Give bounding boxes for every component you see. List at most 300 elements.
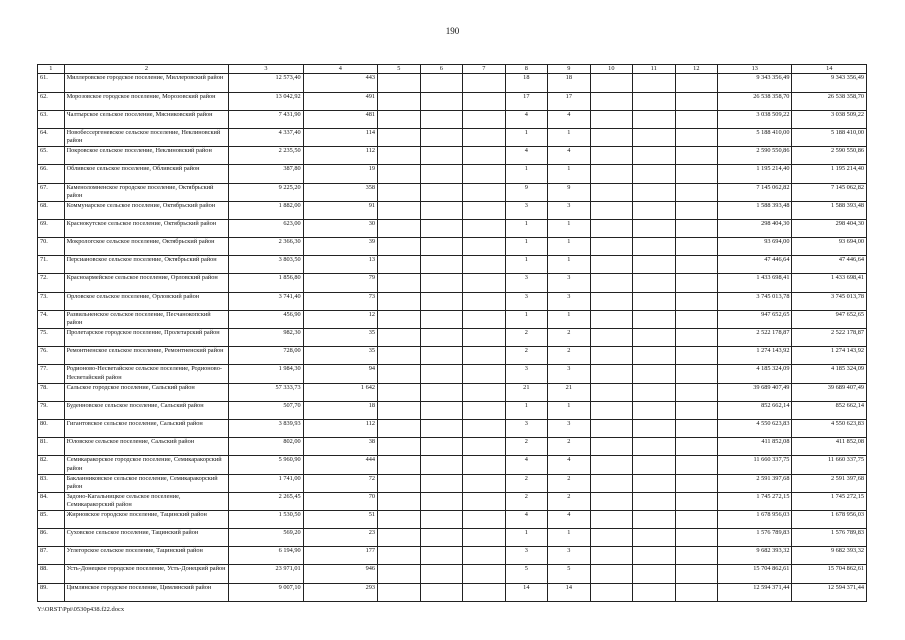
- table-cell: [463, 110, 506, 128]
- table-row: [38, 329, 867, 347]
- column-number: 4: [303, 65, 377, 74]
- table-cell: [675, 419, 718, 437]
- table-cell: [590, 529, 633, 547]
- table-cell: [420, 74, 463, 92]
- table-cell: [633, 474, 676, 492]
- municipality-name: Суховское сельское поселение, Тацинский район: [64, 529, 229, 547]
- table-cell: 2: [548, 347, 591, 365]
- row-number: 73.: [38, 292, 65, 310]
- table-cell: 1 642: [303, 383, 377, 401]
- table-cell: 13 042,92: [229, 92, 303, 110]
- table-cell: [378, 583, 421, 601]
- table-cell: 1: [548, 310, 591, 328]
- table-cell: [675, 583, 718, 601]
- table-row: [38, 74, 867, 92]
- table-cell: 3: [505, 419, 548, 437]
- table-cell: [420, 347, 463, 365]
- municipality-name: Миллеровское городское поселение, Миллеровский район: [64, 74, 229, 92]
- table-cell: 5 188 410,00: [792, 128, 867, 146]
- table-cell: [633, 419, 676, 437]
- table-cell: [420, 256, 463, 274]
- table-cell: [378, 183, 421, 201]
- table-cell: 2: [548, 474, 591, 492]
- table-cell: [633, 310, 676, 328]
- table-cell: 3: [505, 547, 548, 565]
- table-cell: [420, 419, 463, 437]
- table-cell: [590, 128, 633, 146]
- table-cell: [590, 74, 633, 92]
- table-cell: 293: [303, 583, 377, 601]
- table-cell: [590, 329, 633, 347]
- table-cell: 93 694,00: [718, 238, 792, 256]
- table-cell: 2 590 550,86: [718, 147, 792, 165]
- table-cell: [590, 456, 633, 474]
- table-cell: 1: [548, 128, 591, 146]
- row-number: 82.: [38, 456, 65, 474]
- table-cell: 9 343 356,49: [718, 74, 792, 92]
- table-cell: [633, 74, 676, 92]
- row-number: 64.: [38, 128, 65, 146]
- table-header-row: [38, 65, 867, 74]
- table-cell: [420, 147, 463, 165]
- table-cell: [633, 329, 676, 347]
- row-number: 66.: [38, 165, 65, 183]
- table-cell: [420, 219, 463, 237]
- table-cell: [590, 292, 633, 310]
- table-cell: [463, 74, 506, 92]
- municipality-name: Персиановское сельское поселение, Октябрьский район: [64, 256, 229, 274]
- table-cell: [378, 238, 421, 256]
- table-row: [38, 201, 867, 219]
- table-cell: 852 662,14: [718, 401, 792, 419]
- table-cell: 57 333,73: [229, 383, 303, 401]
- row-number: 89.: [38, 583, 65, 601]
- table-cell: 73: [303, 292, 377, 310]
- table-cell: 1: [505, 238, 548, 256]
- table-cell: 358: [303, 183, 377, 201]
- table-cell: 4: [505, 510, 548, 528]
- table-cell: 5: [548, 565, 591, 583]
- table-cell: [590, 365, 633, 383]
- table-cell: 802,00: [229, 438, 303, 456]
- row-number: 78.: [38, 383, 65, 401]
- table-cell: [378, 365, 421, 383]
- table-cell: [463, 419, 506, 437]
- row-number: 84.: [38, 492, 65, 510]
- table-cell: 39: [303, 238, 377, 256]
- municipality-name: Обливское сельское поселение, Обливский район: [64, 165, 229, 183]
- table-cell: 2 590 550,86: [792, 147, 867, 165]
- table-cell: [675, 147, 718, 165]
- table-cell: [675, 201, 718, 219]
- column-number: 11: [633, 65, 676, 74]
- table-cell: 3 839,93: [229, 419, 303, 437]
- table-cell: [420, 529, 463, 547]
- table-cell: 1: [505, 310, 548, 328]
- row-number: 72.: [38, 274, 65, 292]
- table-cell: 298 404,30: [718, 219, 792, 237]
- table-cell: 2 591 397,68: [792, 474, 867, 492]
- table-cell: [633, 128, 676, 146]
- municipality-name: Родионово-Несветайское сельское поселение, Родионово-Несветайский район: [64, 365, 229, 383]
- table-cell: [590, 219, 633, 237]
- row-number: 69.: [38, 219, 65, 237]
- table-cell: 443: [303, 74, 377, 92]
- table-cell: 47 446,64: [792, 256, 867, 274]
- table-row: [38, 419, 867, 437]
- table-cell: [378, 438, 421, 456]
- table-cell: [420, 165, 463, 183]
- table-cell: 4: [505, 456, 548, 474]
- table-cell: [463, 256, 506, 274]
- table-cell: [378, 128, 421, 146]
- table-cell: 18: [505, 74, 548, 92]
- table-cell: [675, 256, 718, 274]
- table-cell: 30: [303, 219, 377, 237]
- table-cell: 13: [303, 256, 377, 274]
- table-row: [38, 238, 867, 256]
- table-cell: [463, 510, 506, 528]
- table-cell: 1 433 698,41: [792, 274, 867, 292]
- row-number: 74.: [38, 310, 65, 328]
- table-cell: [633, 147, 676, 165]
- table-cell: [378, 165, 421, 183]
- table-cell: 17: [505, 92, 548, 110]
- table-cell: 728,00: [229, 347, 303, 365]
- table-cell: 93 694,00: [792, 238, 867, 256]
- table-cell: [633, 438, 676, 456]
- table-cell: [633, 201, 676, 219]
- table-cell: [633, 492, 676, 510]
- table-cell: 3 745 013,78: [718, 292, 792, 310]
- table-cell: 1: [548, 219, 591, 237]
- column-number: 13: [718, 65, 792, 74]
- table-cell: [420, 292, 463, 310]
- table-cell: 70: [303, 492, 377, 510]
- table-cell: 23 971,01: [229, 565, 303, 583]
- table-cell: [633, 365, 676, 383]
- municipality-name: Бакланниковское сельское поселение, Семикаракорский район: [64, 474, 229, 492]
- municipality-name: Мокрологское сельское поселение, Октябрьский район: [64, 238, 229, 256]
- table-cell: 1 745 272,15: [792, 492, 867, 510]
- table-cell: [378, 274, 421, 292]
- row-number: 85.: [38, 510, 65, 528]
- table-cell: [463, 147, 506, 165]
- table-cell: [590, 147, 633, 165]
- table-cell: 1: [505, 219, 548, 237]
- table-cell: [463, 201, 506, 219]
- table-cell: [675, 547, 718, 565]
- table-cell: 3 038 509,22: [718, 110, 792, 128]
- municipality-name: Новобессергеневское сельское поселение, Неклиновский район: [64, 128, 229, 146]
- table-cell: 5: [505, 565, 548, 583]
- table-cell: [590, 347, 633, 365]
- table-cell: 1: [548, 238, 591, 256]
- table-row: [38, 128, 867, 146]
- table-cell: 4: [548, 147, 591, 165]
- table-cell: 4 185 324,09: [792, 365, 867, 383]
- row-number: 71.: [38, 256, 65, 274]
- table-cell: 3: [548, 274, 591, 292]
- column-number: 12: [675, 65, 718, 74]
- municipality-name: Семикаракорское городское поселение, Семикаракорский район: [64, 456, 229, 474]
- table-cell: 9: [505, 183, 548, 201]
- table-cell: [463, 92, 506, 110]
- table-cell: [633, 183, 676, 201]
- table-cell: 1 274 143,92: [792, 347, 867, 365]
- table-cell: 1 745 272,15: [718, 492, 792, 510]
- table-cell: [463, 547, 506, 565]
- table-cell: [420, 110, 463, 128]
- table-cell: 94: [303, 365, 377, 383]
- municipality-name: Красноармейское сельское поселение, Орловский район: [64, 274, 229, 292]
- table-cell: [378, 529, 421, 547]
- table-cell: 39 689 407,49: [792, 383, 867, 401]
- table-cell: [463, 438, 506, 456]
- row-number: 63.: [38, 110, 65, 128]
- table-cell: [633, 510, 676, 528]
- table-cell: 177: [303, 547, 377, 565]
- table-cell: 3: [548, 201, 591, 219]
- table-cell: 2: [548, 329, 591, 347]
- table-cell: 1 984,30: [229, 365, 303, 383]
- table-cell: [463, 329, 506, 347]
- table-cell: [463, 583, 506, 601]
- table-cell: 9: [548, 183, 591, 201]
- table-cell: [590, 92, 633, 110]
- table-cell: 4: [548, 110, 591, 128]
- table-cell: 12: [303, 310, 377, 328]
- table-cell: [590, 419, 633, 437]
- table-cell: 444: [303, 456, 377, 474]
- column-number: 8: [505, 65, 548, 74]
- table-cell: [463, 365, 506, 383]
- table-cell: 1 195 214,40: [718, 165, 792, 183]
- table-cell: [378, 92, 421, 110]
- table-cell: [378, 201, 421, 219]
- table-cell: [675, 565, 718, 583]
- municipality-name: Буденновское сельское поселение, Сальский район: [64, 401, 229, 419]
- table-cell: [378, 74, 421, 92]
- table-cell: 1 856,80: [229, 274, 303, 292]
- table-cell: 947 652,65: [792, 310, 867, 328]
- table-cell: 1 576 789,83: [792, 529, 867, 547]
- table-cell: 298 404,30: [792, 219, 867, 237]
- table-cell: [590, 474, 633, 492]
- table-row: [38, 365, 867, 383]
- table-cell: [590, 183, 633, 201]
- table-cell: [675, 92, 718, 110]
- table-cell: [420, 274, 463, 292]
- table-cell: [463, 219, 506, 237]
- table-row: [38, 401, 867, 419]
- table-cell: [675, 401, 718, 419]
- table-cell: [675, 183, 718, 201]
- table-cell: [633, 292, 676, 310]
- table-cell: 1: [548, 165, 591, 183]
- table-cell: [633, 547, 676, 565]
- table-cell: [378, 383, 421, 401]
- table-cell: 3: [548, 365, 591, 383]
- table-cell: [420, 128, 463, 146]
- table-cell: [633, 238, 676, 256]
- table-cell: 7 145 062,82: [792, 183, 867, 201]
- table-cell: 852 662,14: [792, 401, 867, 419]
- table-cell: [378, 401, 421, 419]
- table-cell: 3: [548, 547, 591, 565]
- table-cell: [633, 110, 676, 128]
- table-cell: 1: [548, 256, 591, 274]
- table-cell: [633, 565, 676, 583]
- table-cell: [463, 401, 506, 419]
- column-number: 6: [420, 65, 463, 74]
- table-cell: 19: [303, 165, 377, 183]
- municipality-name: Сальское городское поселение, Сальский район: [64, 383, 229, 401]
- row-number: 79.: [38, 401, 65, 419]
- table-cell: [633, 274, 676, 292]
- row-number: 67.: [38, 183, 65, 201]
- table-cell: 3: [505, 292, 548, 310]
- table-cell: 507,70: [229, 401, 303, 419]
- row-number: 86.: [38, 529, 65, 547]
- table-cell: [420, 438, 463, 456]
- table-cell: [378, 310, 421, 328]
- table-cell: [420, 583, 463, 601]
- municipality-name: Развильненское сельское поселение, Песчанокопский район: [64, 310, 229, 328]
- table-cell: [675, 474, 718, 492]
- table-cell: [675, 456, 718, 474]
- table-cell: [590, 583, 633, 601]
- table-cell: [633, 256, 676, 274]
- table-cell: [463, 274, 506, 292]
- row-number: 81.: [38, 438, 65, 456]
- table-row: [38, 147, 867, 165]
- municipality-name: Усть-Донецкое городское поселение, Усть-Донецкий район: [64, 565, 229, 583]
- row-number: 83.: [38, 474, 65, 492]
- table-cell: 6 194,90: [229, 547, 303, 565]
- table-cell: 1: [505, 128, 548, 146]
- table-cell: 21: [548, 383, 591, 401]
- table-cell: 11 660 337,75: [792, 456, 867, 474]
- table-cell: [675, 110, 718, 128]
- table-cell: 26 538 358,70: [792, 92, 867, 110]
- table-cell: 91: [303, 201, 377, 219]
- table-cell: 21: [505, 383, 548, 401]
- table-cell: [675, 383, 718, 401]
- column-number: 2: [64, 65, 229, 74]
- table-cell: [420, 383, 463, 401]
- row-number: 76.: [38, 347, 65, 365]
- table-cell: [463, 474, 506, 492]
- table-cell: 2: [505, 492, 548, 510]
- table-cell: 18: [303, 401, 377, 419]
- table-cell: 2: [505, 474, 548, 492]
- municipality-name: Пролетарское городское поселение, Пролетарский район: [64, 329, 229, 347]
- table-cell: [420, 310, 463, 328]
- table-row: [38, 474, 867, 492]
- table-cell: [463, 565, 506, 583]
- table-cell: 15 704 862,61: [792, 565, 867, 583]
- table-row: [38, 547, 867, 565]
- table-cell: 569,20: [229, 529, 303, 547]
- table-cell: [675, 329, 718, 347]
- table-cell: [633, 383, 676, 401]
- table-cell: 4: [505, 147, 548, 165]
- table-cell: 7 431,90: [229, 110, 303, 128]
- table-cell: 12 594 371,44: [718, 583, 792, 601]
- table-row: [38, 219, 867, 237]
- table-cell: 9 343 356,49: [792, 74, 867, 92]
- table-cell: 3: [505, 274, 548, 292]
- table-cell: 15 704 862,61: [718, 565, 792, 583]
- table-cell: [590, 547, 633, 565]
- table-cell: [590, 274, 633, 292]
- table-cell: [463, 456, 506, 474]
- table-cell: 1: [548, 529, 591, 547]
- table-cell: 72: [303, 474, 377, 492]
- table-cell: [590, 201, 633, 219]
- table-cell: [633, 219, 676, 237]
- table-cell: 12 594 371,44: [792, 583, 867, 601]
- table-cell: 51: [303, 510, 377, 528]
- municipality-name: Коммунарское сельское поселение, Октябрьский район: [64, 201, 229, 219]
- table-row: [38, 438, 867, 456]
- table-cell: 4 550 623,83: [718, 419, 792, 437]
- row-number: 75.: [38, 329, 65, 347]
- table-cell: [590, 165, 633, 183]
- table-cell: 2 366,30: [229, 238, 303, 256]
- table-cell: 1 433 698,41: [718, 274, 792, 292]
- table-cell: [590, 510, 633, 528]
- table-cell: 491: [303, 92, 377, 110]
- table-cell: [675, 274, 718, 292]
- table-cell: 411 852,08: [792, 438, 867, 456]
- municipality-name: Краснокутское сельское поселение, Октябрьский район: [64, 219, 229, 237]
- table-cell: [378, 419, 421, 437]
- column-number: 3: [229, 65, 303, 74]
- column-number: 5: [378, 65, 421, 74]
- table-cell: [590, 438, 633, 456]
- table-cell: [675, 347, 718, 365]
- municipality-name: Цимлянское городское поселение, Цимлянский район: [64, 583, 229, 601]
- table-cell: 9 682 393,32: [718, 547, 792, 565]
- table-row: [38, 492, 867, 510]
- column-number: 14: [792, 65, 867, 74]
- table-cell: [590, 238, 633, 256]
- table-row: [38, 529, 867, 547]
- table-cell: 3: [548, 292, 591, 310]
- table-cell: [378, 256, 421, 274]
- row-number: 65.: [38, 147, 65, 165]
- municipality-name: Задоно-Кагальницкое сельское поселение, Семикаракорский район: [64, 492, 229, 510]
- column-number: 1: [38, 65, 65, 74]
- table-row: [38, 292, 867, 310]
- table-cell: 387,80: [229, 165, 303, 183]
- table-cell: 3 741,40: [229, 292, 303, 310]
- table-cell: 14: [505, 583, 548, 601]
- table-cell: 4 550 623,83: [792, 419, 867, 437]
- table-cell: [590, 383, 633, 401]
- table-cell: [420, 401, 463, 419]
- table-cell: 2: [548, 492, 591, 510]
- table-cell: [420, 510, 463, 528]
- table-cell: 1: [505, 529, 548, 547]
- table-cell: 1 576 789,83: [718, 529, 792, 547]
- table-cell: [675, 310, 718, 328]
- column-number: 9: [548, 65, 591, 74]
- table-cell: 1 882,00: [229, 201, 303, 219]
- table-cell: [633, 401, 676, 419]
